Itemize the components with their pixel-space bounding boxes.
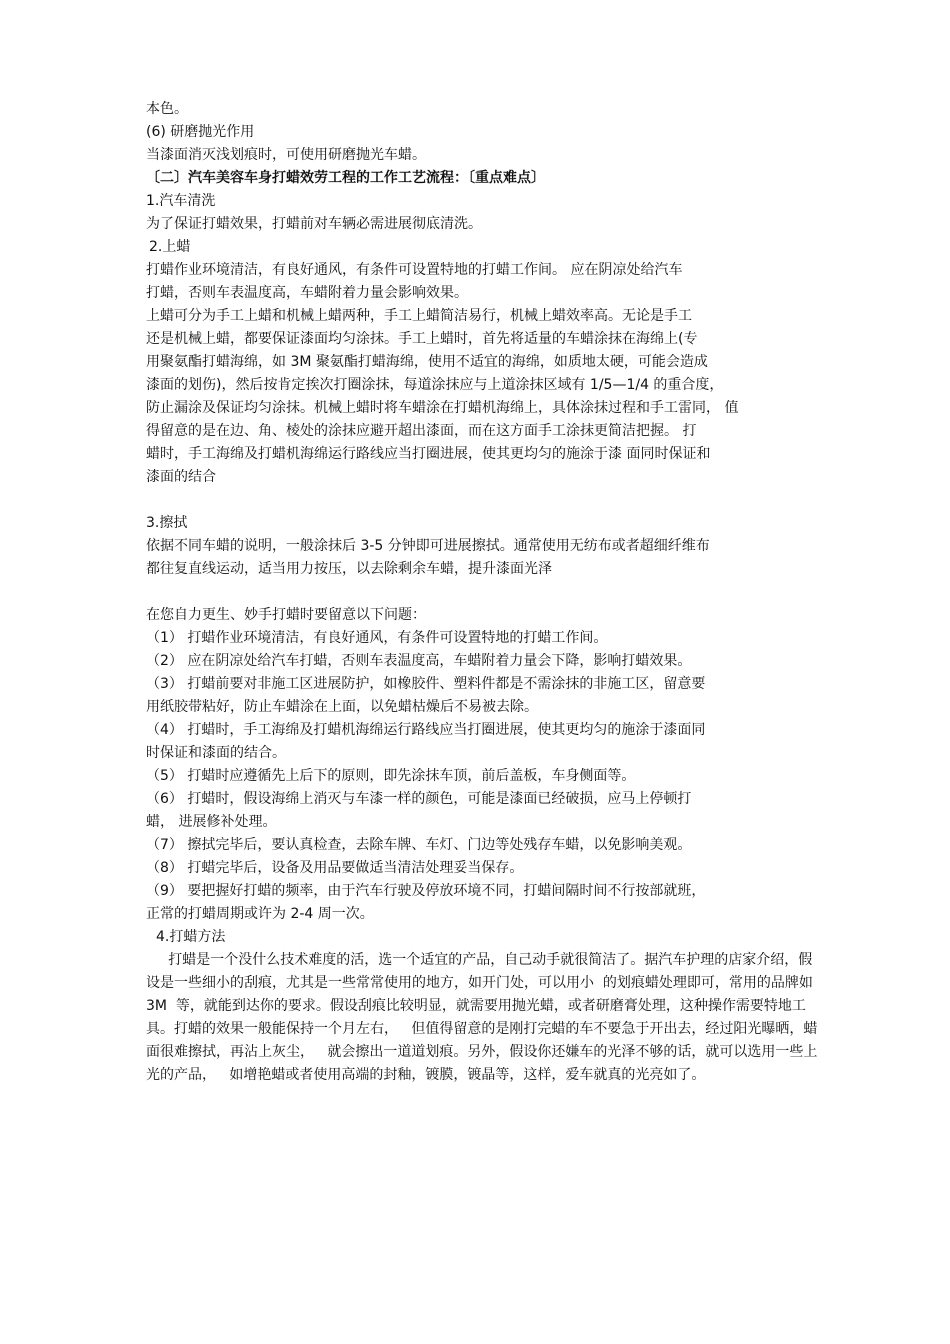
text-line: 依据不同车蜡的说明，一般涂抹后 3-5 分钟即可进展擦拭。通常使用无纺布或者超细纤维布 <box>146 538 710 554</box>
text-line: 打蜡，否则车表温度高，车蜡附着力量会影响效果。 <box>146 285 468 301</box>
document-page <box>146 98 826 1087</box>
step-heading-3: 3.擦拭 <box>146 515 188 531</box>
blank-line <box>146 581 826 604</box>
list-item-continued: 正常的打蜡周期或许为 2-4 周一次。 <box>146 906 374 922</box>
list-item: （9） 要把握好打蜡的频率，由于汽车行驶及停放环境不同，打蜡间隔时间不行按部就班， <box>146 883 706 899</box>
step-heading-2: 2.上蜡 <box>149 239 191 255</box>
text-line: 都往复直线运动，适当用力按压，以去除剩余车蜡，提升漆面光泽 <box>146 561 552 577</box>
list-item: （1） 打蜡作业环境清洁，有良好通风，有条件可设置特地的打蜡工作间。 <box>146 630 608 646</box>
list-item: （2） 应在阴凉处给汽车打蜡，否则车表温度高，车蜡附着力量会下降，影响打蜡效果。 <box>146 653 692 669</box>
text-line: 用聚氨酯打蜡海绵，如 3M 聚氨酯打蜡海绵，使用不适宜的海绵，如质地太硬，可能会造成 <box>146 354 708 370</box>
list-item-continued: 时保证和漆面的结合。 <box>146 745 286 761</box>
text-line: 蜡时，手工海绵及打蜡机海绵运行路线应当打圈进展，使其更均匀的施涂于漆 面同时保证和 <box>146 446 711 462</box>
step-heading-1: 1.汽车清洗 <box>146 193 216 209</box>
text-line: 漆面的划伤)，然后按肯定挨次打圈涂抹，每道涂抹应与上道涂抹区域有 1/5—1/4 的重合度， <box>146 377 724 393</box>
text-line: 还是机械上蜡，都要保证漆面均匀涂抹。手工上蜡时，首先将适量的车蜡涂抹在海绵上(专 <box>146 331 698 347</box>
step-heading-4: 4.打蜡方法 <box>156 929 226 945</box>
text-line: 防止漏涂及保证均匀涂抹。机械上蜡时将车蜡涂在打蜡机海绵上，具体涂抹过程和手工雷同， 值 <box>146 400 739 416</box>
list-item: （4） 打蜡时，手工海绵及打蜡机海绵运行路线应当打圈进展，使其更均匀的施涂于漆面同 <box>146 722 706 738</box>
text-line: 漆面的结合 <box>146 469 216 485</box>
method-paragraph: 打蜡是一个没什么技术难度的活，选一个适宜的产品，自己动手就很简洁了。据汽车护理的店家介绍，假设是一些细小的刮痕，尤其是一些常常使用的地方，如开门处，可以用小 的划痕蜡处理即可，常用的品牌如 3M 等，就能到达你的要求。假设刮痕比较明显，就需要用抛光蜡，或者研磨膏处理，这种操作需要特地工具。打蜡的效果一般能保持一个月左右， 但值得留意的是刚打完蜡的车不要急于开出去，经过阳光曝晒，蜡面很难擦拭，再沾上灰尘， 就会擦出一道道划痕。另外，假设你还嫌车的光泽不够的话，就可以选用一些上光的产品， 如增艳蜡或者使用高端的封釉，镀膜，镀晶等，这样，爱车就真的光亮如了。 <box>146 952 818 1083</box>
list-item: （6） 打蜡时，假设海绵上消灭与车漆一样的颜色，可能是漆面已经破损，应马上停顿打 <box>146 791 692 807</box>
list-item-continued: 用纸胶带粘好，防止车蜡涂在上面，以免蜡枯燥后不易被去除。 <box>146 699 538 715</box>
text-line: 本色。 <box>146 101 188 117</box>
text-line: 得留意的是在边、角、棱处的涂抹应避开超出漆面，而在这方面手工涂抹更简洁把握。 打 <box>146 423 697 439</box>
list-item: （7） 擦拭完毕后，要认真检查，去除车牌、车灯、门边等处残存车蜡，以免影响美观。 <box>146 837 692 853</box>
list-item-continued: 蜡， 进展修补处理。 <box>146 814 277 830</box>
list-item: （3） 打蜡前要对非施工区进展防护，如橡胶件、塑料件都是不需涂抹的非施工区，留意要 <box>146 676 706 692</box>
list-item: （5） 打蜡时应遵循先上后下的原则，即先涂抹车顶，前后盖板，车身侧面等。 <box>146 768 636 784</box>
text-line: 打蜡作业环境清洁，有良好通风，有条件可设置特地的打蜡工作间。 应在阴凉处给汽车 <box>146 262 683 278</box>
section-heading: 〔二〕汽车美容车身打蜡效劳工程的工作工艺流程：〔重点难点〕 <box>146 170 545 186</box>
text-line: 上蜡可分为手工上蜡和机械上蜡两种，手工上蜡简洁易行，机械上蜡效率高。无论是手工 <box>146 308 692 324</box>
text-line: 当漆面消灭浅划痕时，可使用研磨抛光车蜡。 <box>146 147 426 163</box>
blank-line <box>146 489 826 512</box>
text-line: 为了保证打蜡效果，打蜡前对车辆必需进展彻底清洗。 <box>146 216 482 232</box>
notes-intro: 在您自力更生、妙手打蜡时要留意以下问题： <box>146 607 426 623</box>
subheading-6: (6) 研磨抛光作用 <box>146 124 255 140</box>
list-item: （8） 打蜡完毕后，设备及用品要做适当清洁处理妥当保存。 <box>146 860 524 876</box>
